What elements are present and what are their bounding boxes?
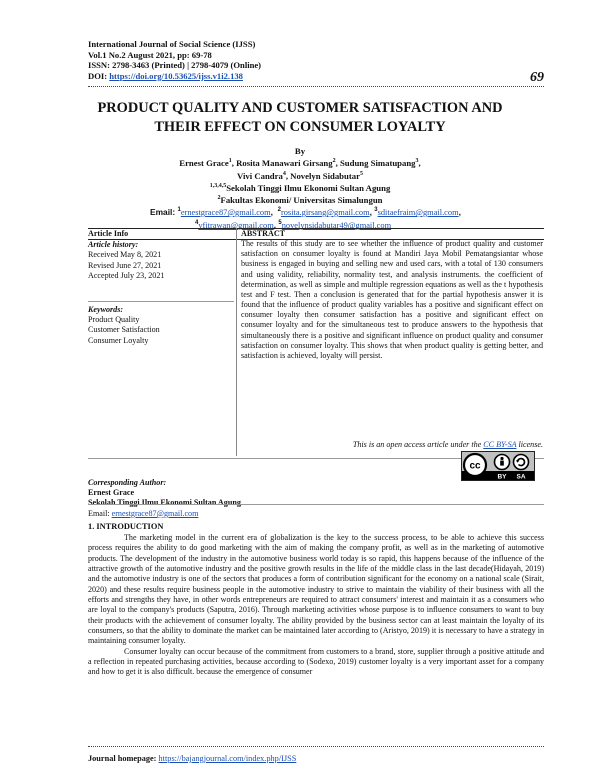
received-date: Received May 8, 2021 [88, 250, 162, 260]
email-block: Email: $^1$ernestgrace87@gmail.com, $^2$rosita.girsang@gmail.com, $^3$sditaefraim@gmail.com, $^4$vfitrawan@gmail.com, $^5$novelynsidabutar49@gmail.com [150, 206, 461, 230]
doi-label: DOI: [88, 70, 108, 81]
corresponding-affiliation: Sekolah Tinggi Ilmu Ekonomi Sultan Agung [88, 498, 241, 508]
email-link-3[interactable]: sditaefraim@gmail.com [377, 207, 459, 217]
journal-name: International Journal of Social Science (IJSS) [88, 39, 256, 49]
table-column-divider [236, 228, 237, 456]
author-name: Sudung Simatupang [339, 158, 416, 169]
section-heading: 1. INTRODUCTION [88, 522, 164, 531]
page-number: 69 [530, 70, 544, 85]
license-suffix: license. [516, 440, 543, 449]
paragraph: Consumer loyalty can occur because of the commitment from customers to a brand, store, supplier through a positive attitude and a reflection in repeated purchasing activities, because according to (Sodexo, 2019) customer loyalty is a very important asset for a company and how to get it is also difficult. because the emergence of consumer [88, 646, 544, 677]
email-sup: 4 [195, 220, 199, 227]
author-sup: 1 [228, 158, 232, 165]
corresponding-email-link[interactable]: ernestgrace87@gmail.com [111, 508, 199, 518]
author-sup: 3 [415, 158, 419, 165]
corresponding-divider [88, 504, 544, 505]
email-link-1[interactable]: ernestgrace87@gmail.com [180, 207, 271, 217]
cc-by-label: BY [497, 473, 507, 480]
license-prefix: This is an open access article under the [352, 440, 484, 449]
accepted-date: Accepted July 23, 2021 [88, 270, 165, 280]
abstract-heading: ABSTRACT [241, 229, 286, 238]
article-info-column [88, 229, 234, 346]
keyword: Consumer Loyalty [88, 335, 149, 345]
homepage-link[interactable]: https://bajangjournal.com/index.php/IJSS [158, 754, 297, 763]
author-name: Vivi Candra [237, 170, 283, 181]
cc-sa-label: SA [516, 473, 526, 480]
affiliation-sup: 2 [217, 195, 221, 202]
header-divider [88, 86, 544, 87]
keyword: Customer Satisfaction [88, 325, 160, 335]
email-sup: 1 [177, 207, 181, 213]
author-block: By Ernest Grace$^1$, Rosita Manawari Girsang$^2$, Sudung Simatupang$^3$, Vivi Candra$^4$, Novelyn Sidabutar$^5$ $^{1,3,4,5}$Sekolah Tinggi Ilmu Ekonomi Sultan Agung $^2$Fakultas Ekonomi/ Universitas Simalungun [60, 146, 540, 206]
author-sup: 5 [359, 170, 363, 177]
email-label: Email: [150, 206, 176, 217]
author-sup: 4 [282, 170, 286, 177]
cc-by-sa-badge[interactable] [461, 451, 535, 481]
journal-header [88, 39, 261, 81]
journal-footer [88, 754, 296, 763]
history-label: Article history: [88, 240, 139, 250]
keywords-label: Keywords: [88, 305, 124, 315]
title-line-1: PRODUCT QUALITY AND CUSTOMER SATISFACTION AND [97, 100, 503, 116]
email-link-5[interactable]: novelynsidabutar49@gmail.com [281, 221, 392, 230]
article-info-heading: Article Info [88, 229, 129, 238]
svg-text:cc: cc [469, 460, 481, 472]
license-statement [241, 440, 543, 449]
homepage-label: Journal homepage: [88, 754, 159, 763]
share-alike-icon [514, 455, 529, 470]
journal-volume: Vol.1 No.2 August 2021, pp: 69-78 [88, 49, 212, 60]
affiliation-2: Fakultas Ekonomi/ Universitas Simalungun [220, 195, 383, 206]
footer-divider [88, 746, 544, 747]
affiliation-sup: 1,3,4,5 [209, 183, 227, 189]
license-link[interactable]: CC BY-SA [483, 440, 517, 449]
keyword: Product Quality [88, 315, 140, 325]
email-sup: 2 [277, 207, 281, 213]
paragraph: The marketing model in the current era of globalization is the key to the success process, to be able to achieve this success process requires the ability to do good marketing with the aim of making the company profit, as well as in the marketing of automotive products. The development of the industry in the automotive business world today is so rapid, this happens because of the influence of the attractive growth of the automotive industry and the positive growth results in the life of the middle class in the last decade(Hidayah, 2019) and the automotive industry is one of the sectors that produces a form of contribution significant for the economy on a national scale (Sirait, 2020) and these results require business people in the automotive industry to strive to maintain the viability of their business with all the efforts and strengths they have, in other words entrepreneurs are required to attract consumers' interest and maintain it as a consumers who are loyal to the company's products (Saputra, 2016). Through marketing activities whose purpose is to influence consumers to want to buy their products with the achievement of consumer loyalty. The ability provided by the business sector can at least maintain the loyalty of its consumers, so that the ability to dominate the market can be maintained later according to (Aristyo, 2019) it is necessary to have a strategy in maintaining consumer loyalty. [88, 533, 544, 646]
corresponding-label: Corresponding Author: [88, 478, 167, 487]
email-link-2[interactable]: rosita.girsang@gmail.com [280, 207, 370, 217]
abstract-column [241, 229, 543, 361]
cc-badge-graphic [462, 452, 534, 480]
by-label: By [294, 146, 306, 156]
email-sup: 5 [278, 220, 282, 227]
abstract-text: The results of this study are to see whether the influence of product quality and customer satisfaction on consumer loyalty is found at Mandiri Jaya Mobil Pematangsiantar whose business is engaged in buying and selling new and used cars, with a total of 130 consumers and using validity, reliability, normality test, and analysis instruments. the coefficient of determination, as well as simple and multiple regression equations as well as the t hypothesis test and F test. Then a conclusion is generated that for the partial hypothesis answer it is found that the influence of product quality variables has a positive and significant effect on consumer loyalty then consumer satisfaction has a positive and significant effect on consumer loyalty and for the simultaneous test to produce answers to the hypothesis that simultaneously there is a positive and significant influence on product quality and consumer satisfaction on consumer loyalty. This shows that when product quality is getting better, and satisfaction is achieved, loyalty will persist. [241, 239, 543, 360]
corresponding-author [88, 478, 241, 519]
revised-date: Revised June 27, 2021 [88, 260, 162, 270]
paper-title [60, 99, 540, 137]
corresponding-name: Ernest Grace [88, 488, 135, 498]
author-name: Ernest Grace [179, 158, 229, 169]
introduction-body [88, 533, 544, 678]
email-link-4[interactable]: vfitrawan@gmail.com [198, 221, 274, 230]
author-sup: 2 [332, 158, 336, 165]
title-line-2: THEIR EFFECT ON CONSUMER LOYALTY [154, 119, 446, 135]
journal-issn: ISSN: 2798-3463 (Printed) | 2798-4079 (Online) [88, 60, 262, 71]
affiliation-1: Sekolah Tinggi Ilmu Ekonomi Sultan Agung [226, 182, 391, 193]
corresponding-email-label: Email: [88, 508, 112, 518]
author-name: Rosita Manawari Girsang [236, 158, 333, 169]
doi-link[interactable]: https://doi.org/10.53625/ijss.v1i2.138 [109, 70, 243, 81]
email-sup: 3 [374, 207, 378, 213]
author-name: Novelyn Sidabutar [290, 170, 360, 181]
